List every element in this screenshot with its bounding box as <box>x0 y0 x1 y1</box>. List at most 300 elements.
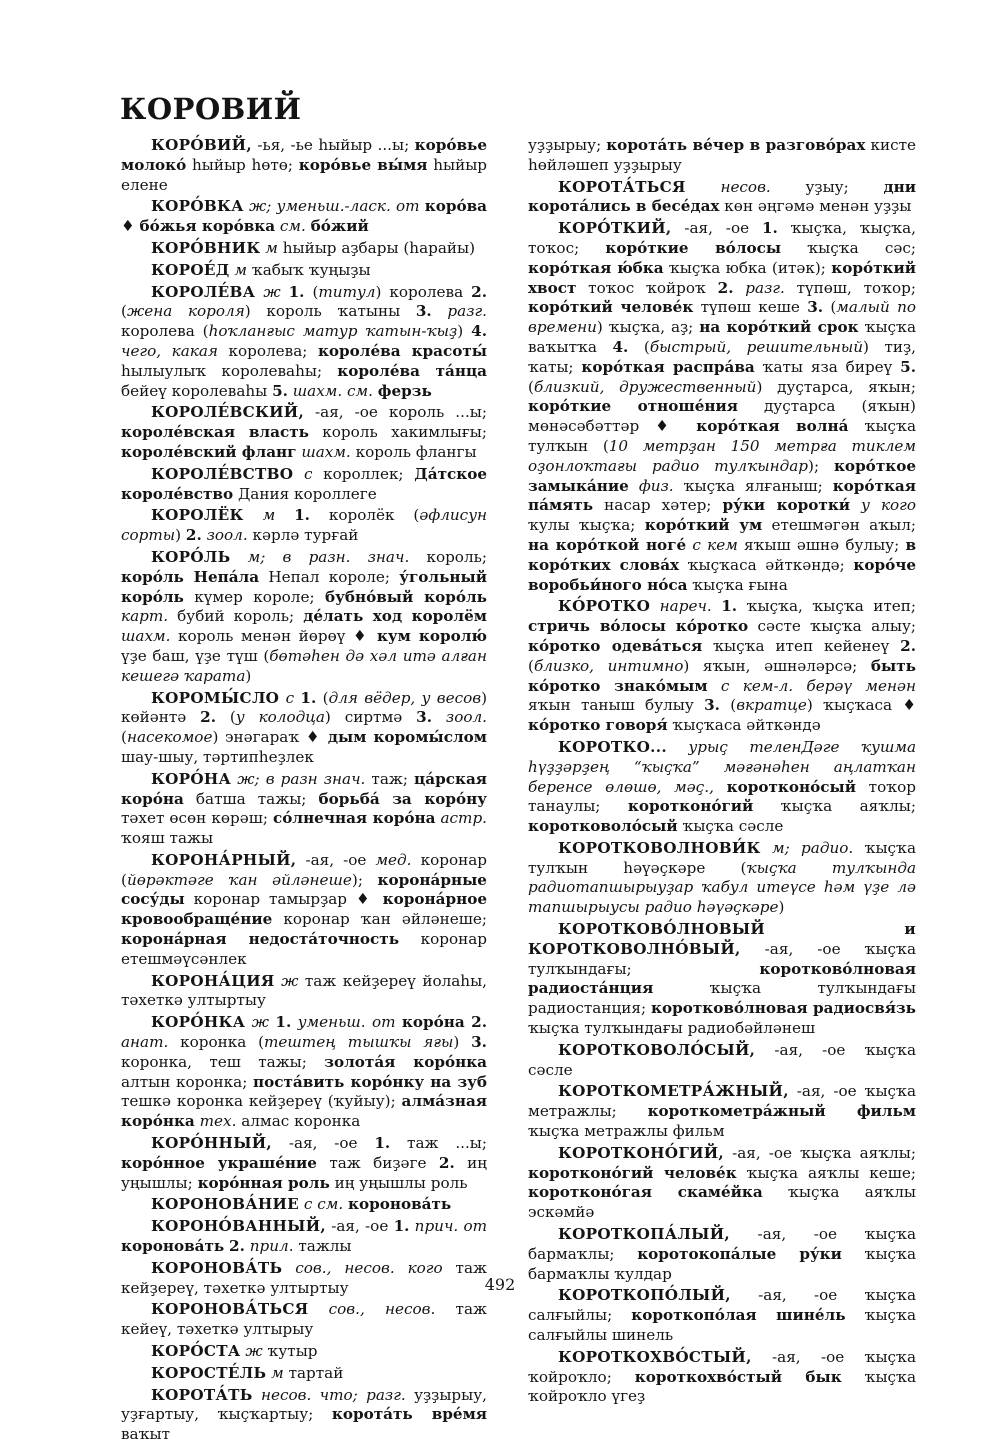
phrase: 5. <box>272 381 288 400</box>
left-column <box>121 136 487 1447</box>
headword: КОРОТКОВОЛО́СЫЙ, <box>558 1040 756 1059</box>
definition-text: ҡутыр <box>262 1342 318 1361</box>
grammar-note: с см. <box>303 1195 344 1214</box>
grammar-note: тех. <box>199 1112 237 1131</box>
definition-text: кәрлә турғай <box>247 526 359 545</box>
definition-text: ) ҡыҫҡаса ♦ <box>806 696 917 715</box>
headword: КОРО́ВИЙ, <box>151 136 252 154</box>
grammar-note: чего, какая <box>121 341 218 360</box>
definition-text: ( <box>121 302 127 321</box>
dictionary-entry <box>528 738 916 837</box>
phrase: корона́рное кровообраще́ние <box>121 890 487 929</box>
headword: КОРО́НА <box>151 769 232 788</box>
definition-text <box>712 597 722 615</box>
phrase: коро́ва <box>424 197 488 216</box>
definition-text: коронар ( <box>121 850 487 889</box>
definition-text: алмас коронка <box>236 1112 361 1131</box>
phrase: коро́ткий челове́к <box>528 298 694 317</box>
page-number: 492 <box>484 1275 516 1294</box>
phrase: на коро́ткий срок <box>699 318 859 337</box>
definition-text: -ая, -ое ҡыҫҡа метражлы; <box>528 1082 916 1121</box>
phrase: коротково́лновая радиоста́нция <box>528 959 916 998</box>
definition-text: ) королева <box>375 282 472 301</box>
grammar-note: урыҫ теленДәге ҡушма һүҙҙәрҙең “ҡыҫҡа” мәғәнәһен аңлатҡан беренсе өлөшө, мәҫ., <box>528 737 916 796</box>
definition-text: алтын коронка; <box>121 1072 254 1091</box>
phrase: ферзь <box>377 381 432 400</box>
definition-text: ) <box>245 666 252 685</box>
phrase: алма́зная коро́нка <box>121 1092 487 1131</box>
headword: КОРОТКОПО́ЛЫЙ, <box>558 1286 731 1305</box>
grammar-note: с кем-л. берәү менән <box>720 676 917 695</box>
phrase: 2. <box>229 1237 245 1256</box>
definition-text <box>308 1300 328 1318</box>
definition-text: ҡыҫҡа тулҡындағы радиобәйләнеш <box>528 1019 816 1038</box>
headword: КОРОЕ́Д <box>151 260 230 279</box>
phrase: у́гольный коро́ль <box>121 567 487 606</box>
grammar-note: разг. <box>745 278 785 297</box>
definition-text: -ая, -ое король ...ы; <box>304 403 487 422</box>
definition-text: ( <box>719 696 737 715</box>
definition-text: түпөш кеше <box>693 298 808 317</box>
grammar-note: м <box>234 260 247 279</box>
phrase: 5. <box>900 357 916 376</box>
definition-text: таж биҙәге <box>316 1153 439 1172</box>
definition-text: ) энәгараҡ ♦ <box>212 728 328 747</box>
phrase: коротконо́гий челове́к <box>528 1163 737 1182</box>
headword: КО́РОТКО <box>558 597 651 616</box>
phrase: коро́че воробьи́ного но́са <box>528 555 916 594</box>
definition-text: ҡыҫҡа ҡойроҡло үгеҙ <box>528 1367 916 1406</box>
dictionary-entry <box>121 548 487 687</box>
phrase: 1. <box>393 1217 410 1236</box>
definition-text: бубий король; <box>168 607 304 626</box>
grammar-note: сов., несов. кого <box>295 1258 443 1277</box>
dictionary-entry <box>121 283 487 402</box>
phrase: коротконо́сый <box>726 777 856 796</box>
grammar-note: бөтәһен дә хәл итә алған кешегә ҡарата <box>121 646 487 685</box>
grammar-note: у кого <box>861 496 916 515</box>
grammar-note: һоҡланғыс матур ҡатын-ҡыҙ <box>208 322 458 341</box>
grammar-note: жена короля <box>126 302 245 321</box>
phrase: ру́ки коротки́ <box>722 496 851 515</box>
phrase: 2. <box>471 1013 487 1032</box>
definition-text <box>714 778 727 796</box>
grammar-note: несов. <box>720 177 771 196</box>
definition-text: ) яҡын, әшнәләрсә; <box>683 656 871 675</box>
grammar-note: м; радио. <box>771 838 854 857</box>
definition-text: -ая, -ое ҡыҫҡа ҡойроҡло; <box>528 1347 916 1386</box>
headword: КОРО́ТКИЙ, <box>558 219 672 238</box>
definition-text <box>275 506 294 524</box>
phrase: 1. <box>721 597 738 616</box>
dictionary-entry <box>121 1300 487 1340</box>
grammar-note: разг. <box>447 302 487 321</box>
grammar-note: 10 метрҙан 150 метрға тиклем оҙонлоҡтағы радио тулҡындар <box>528 436 916 475</box>
headword: КОРО́ВНИК <box>151 238 261 257</box>
definition-text: ( <box>216 708 236 727</box>
definition-text: ( <box>628 337 650 356</box>
phrase: корона́рная недоста́точность <box>121 930 400 949</box>
phrase: 1. <box>288 282 305 301</box>
definition-text: королева ( <box>121 322 209 341</box>
definition-text: таж кейеү, тәхеткә ултырыу <box>121 1300 487 1339</box>
phrase: ца́рская коро́на <box>121 769 488 808</box>
dictionary-entry <box>528 1286 916 1345</box>
phrase: коро́нное украше́ние <box>121 1153 317 1172</box>
headword: КОРО́ЛЬ <box>151 547 231 566</box>
definition-text: бейеү королеваһы <box>121 381 273 400</box>
definition-text: ҡыҫҡа бармаҡлы ҡулдар <box>528 1244 916 1283</box>
headword: КОРОТА́ТЬ <box>151 1385 253 1404</box>
phrase: 3. <box>807 298 824 317</box>
definition-text: ҡыҫҡаса әйткәндә; <box>679 555 854 574</box>
phrase: 2. <box>185 526 202 545</box>
definition-text: ҡыҫҡа сәсле <box>677 817 784 836</box>
dictionary-entry <box>121 1195 487 1215</box>
definition-text: король хакимлығы; <box>308 423 488 442</box>
definition-text: етешмәгән аҡыл; <box>762 516 916 535</box>
definition-text: -ая, -ое <box>296 850 376 869</box>
definition-text: уҙҙырыу, уҙғартыу, ҡыҫҡартыу; <box>121 1385 487 1424</box>
phrase: поста́вить коро́нку на зуб <box>253 1072 487 1091</box>
grammar-note: ж <box>263 282 281 301</box>
definition-text: иң уңышлы; <box>121 1153 488 1192</box>
definition-text: ҡабыҡ ҡуңыҙы <box>247 260 371 279</box>
definition-text: үҙе баш, үҙе түш ( <box>121 646 270 665</box>
dictionary-entry <box>121 1013 487 1132</box>
definition-text: түпөш, тоҡор; <box>784 278 916 297</box>
definition-text: ҡыҫҡа, ҡыҫҡа итеп; <box>737 597 917 616</box>
definition-text: ҡыҫҡа тулҡын ( <box>528 417 916 455</box>
definition-text: ваҡыт <box>121 1425 170 1444</box>
phrase: дни корота́лись в бесе́дах <box>528 177 916 216</box>
phrase: короткопо́лая шине́ль <box>631 1306 846 1325</box>
definition-text: -ая, -ое <box>671 219 762 238</box>
definition-text: ҡыҫҡа итеп кейенеү <box>702 636 901 655</box>
grammar-note: с <box>285 688 295 707</box>
headword: КОРОНОВА́ТЬ <box>151 1258 283 1277</box>
phrase: коро́ткие во́лосы <box>605 238 782 257</box>
definition-text: ) көйәнтә <box>121 688 487 727</box>
phrase: коронова́ть <box>347 1195 452 1214</box>
phrase: борьба́ за коро́ну <box>318 789 488 808</box>
definition-text: ҡыҫҡа аяҡлы кеше; <box>736 1163 916 1182</box>
phrase: 1. <box>294 506 310 525</box>
grammar-note: ҡыҫҡа тулҡында радиотапшырыуҙар ҡабул итеүсе һәм үҙе лә тапшырыусы радио һәүәҫкәре <box>528 858 916 917</box>
phrase: 3. <box>415 302 432 321</box>
definition-text: -ая, -ое <box>271 1134 375 1153</box>
phrase: короле́вский фланг <box>121 442 297 461</box>
grammar-note: шахм. <box>301 442 351 461</box>
grammar-note: прич. от <box>414 1217 488 1236</box>
definition-text: тоҡос ҡойроҡ <box>576 278 718 297</box>
dictionary-entry <box>528 920 916 1039</box>
phrase: коро́на <box>401 1013 465 1032</box>
definition-text: ҡыҫҡа аяҡлы; <box>753 797 916 816</box>
definition-text: ҡыҫҡа салғыйлы шинель <box>528 1306 916 1345</box>
headword: КОРОТКОВОЛНОВИ́К <box>558 838 761 857</box>
definition-text: таж кейҙереү йолаһы, тәхеткә ултыртыу <box>121 971 487 1010</box>
dictionary-entry <box>121 770 487 849</box>
definition-text <box>667 738 689 756</box>
headword: КОРОНО́ВАННЫЙ, <box>151 1217 326 1236</box>
definition-text: Непал короле; <box>259 567 400 586</box>
grammar-note: с кем <box>692 535 738 554</box>
phrase: короле́ва та́нца <box>337 361 487 380</box>
grammar-note: вкратце <box>736 696 807 715</box>
grammar-note: зоол. <box>445 708 487 727</box>
phrase: быть ко́ротко знако́мым <box>528 656 916 695</box>
definition-text: королева; <box>217 341 318 360</box>
dictionary-entry <box>121 403 487 462</box>
grammar-note: ж; уменьш.-ласк. от <box>249 197 420 216</box>
grammar-note: ж <box>251 1013 270 1032</box>
definition-text <box>293 465 304 483</box>
phrase: коротконо́гая скаме́йка <box>528 1183 763 1202</box>
dictionary-entry <box>528 1041 916 1081</box>
definition-text: таж; <box>365 769 415 788</box>
headword: КОРОНОВА́ТЬСЯ <box>151 1300 309 1319</box>
phrase: 1. <box>300 688 317 707</box>
definition-text: ) <box>453 1033 472 1052</box>
definition-text: көн әңгәмә менән уҙҙы <box>719 197 912 216</box>
definition-text: ҡулы ҡыҫҡа; <box>528 516 645 535</box>
headword: КОРОТКОНО́ГИЙ, <box>558 1143 724 1162</box>
grammar-note: прил. <box>249 1237 294 1256</box>
definition-text: ҡыҫҡа ялғаныш; <box>673 476 833 495</box>
phrase: 3. <box>704 696 720 715</box>
definition-text: ); <box>351 870 378 889</box>
definition-text: иң уңышлы роль <box>329 1173 468 1192</box>
dictionary-entry <box>121 851 487 970</box>
dictionary-entry <box>121 1342 487 1362</box>
phrase: короле́ва красоты́ <box>317 341 488 360</box>
definition-text <box>629 477 639 495</box>
grammar-note: м <box>262 506 276 525</box>
definition-text: -ая, -ое ҡыҫҡа бармаҡлы; <box>528 1225 916 1263</box>
definition-text: кисте һөйләшеп уҙҙырыу <box>528 136 916 174</box>
dictionary-entry <box>528 219 916 595</box>
dictionary-entry <box>121 261 487 281</box>
definition-text: королёк ( <box>309 506 420 525</box>
grammar-note: для вёдер, у весов <box>328 688 482 707</box>
dictionary-entry <box>528 597 916 736</box>
grammar-note: анат. <box>121 1033 169 1052</box>
definition-text: ) тиҙ, ҡаты; <box>528 337 916 376</box>
definition-text: коронка ( <box>168 1033 265 1052</box>
phrase: коротконо́гий <box>627 797 754 816</box>
headword: КОРО́ННЫЙ, <box>151 1134 272 1153</box>
definition-text: ҡыҫҡа тулҡындағы радиостанция; <box>528 979 916 1018</box>
phrase: в коро́тких слова́х <box>528 535 917 574</box>
definition-text: шау-шыу, тәртипһеҙлек <box>121 747 314 766</box>
phrase: 2. <box>471 282 488 301</box>
definition-text: уҙыу; <box>770 177 884 196</box>
dictionary-entry <box>528 178 916 218</box>
dictionary-entry <box>528 136 916 176</box>
definition-text: король флангы <box>350 442 477 461</box>
headword: КОРО́ВКА <box>151 197 244 216</box>
phrase: коро́нная роль <box>197 1173 330 1192</box>
grammar-note: карт. <box>121 607 169 626</box>
definition-text: ҡыҫҡа аяҡлы эскәмйә <box>528 1183 916 1222</box>
running-head: КОРОВИЙ <box>120 92 302 126</box>
headword: КОРОМЫ́СЛО <box>151 688 280 707</box>
grammar-note: нареч. <box>659 597 712 616</box>
phrase: коро́ткая па́мять <box>528 476 916 515</box>
grammar-note: ж <box>281 971 299 990</box>
definition-text: күмер короле; <box>183 587 325 606</box>
grammar-note: насекомое <box>126 728 213 747</box>
phrase: коронова́ть <box>121 1237 225 1256</box>
definition-text: һыйыр аҙбары (һарайы) <box>277 238 476 257</box>
phrase: дым коромы́слом <box>327 728 487 747</box>
definition-text: ( <box>528 656 534 675</box>
headword: КОРОТА́ТЬСЯ <box>558 177 686 196</box>
right-column <box>528 136 916 1409</box>
definition-text: короллек; <box>312 464 415 483</box>
definition-text: ҡыҫҡа ваҡытҡа <box>528 318 917 356</box>
phrase: 3. <box>416 708 433 727</box>
grammar-note: ж; в разн знач. <box>237 769 366 788</box>
phrase: 1. <box>761 219 778 238</box>
definition-text: ) <box>778 898 785 917</box>
definition-text: дуҫтарса (яҡын) мөнәсәбәттәр ♦ <box>528 397 916 436</box>
definition-text: ( <box>304 282 319 301</box>
definition-text: ҡыҫҡа, ҡыҫҡа, тоҡос; <box>528 219 917 257</box>
definition-text: ) <box>457 322 472 341</box>
dictionary-entry <box>121 465 487 505</box>
phrase: золота́я коро́нка <box>324 1052 488 1071</box>
definition-text: яҡыш әшнә булыу; <box>737 535 906 554</box>
grammar-note: см. <box>279 217 306 236</box>
grammar-note: быстрый, решительный <box>649 337 863 356</box>
grammar-note: физ. <box>638 476 674 495</box>
definition-text: коронар ҡан әйләнеше; <box>272 910 487 929</box>
definition-text: коронар етешмәүсәнлек <box>121 930 487 968</box>
grammar-note: зоол. <box>206 526 248 545</box>
dictionary-entry <box>528 1082 916 1141</box>
definition-text <box>686 178 721 196</box>
definition-text: Дания короллеге <box>233 484 377 503</box>
definition-text: коронка, теш тажы; <box>121 1052 325 1071</box>
definition-text: -ая, -ое ҡыҫҡа салғыйлы; <box>528 1286 916 1325</box>
dictionary-entry <box>121 972 487 1012</box>
grammar-note: близко, интимно <box>533 656 684 675</box>
phrase: коротково́лновая радиосвя́зь <box>651 999 916 1018</box>
grammar-note: сов., несов. <box>328 1300 436 1319</box>
definition-text <box>281 283 289 301</box>
definition-text: ҡаты яза биреү <box>754 357 901 376</box>
phrase: коро́ткая распра́ва <box>581 357 755 376</box>
definition-text: ); <box>808 456 834 475</box>
phrase: 2. <box>900 636 917 655</box>
definition-text: коронар тамырҙар ♦ <box>184 890 383 909</box>
definition-text: ) дуҫтарса, яҡын; <box>756 377 916 396</box>
phrase: Да́тское короле́вство <box>121 464 487 503</box>
phrase: корота́ть вре́мя <box>331 1405 487 1424</box>
definition-text: батша тажы; <box>183 789 319 808</box>
headword: КОРОНА́ЦИЯ <box>151 971 275 990</box>
grammar-note: мед. <box>375 850 412 869</box>
phrase: корота́ть ве́чер в разгово́рах <box>606 136 866 154</box>
phrase: коро́ткие отноше́ния <box>528 397 738 416</box>
headword: КОРОНОВА́НИЕ <box>151 1195 300 1214</box>
definition-text: тоҡор танаулы; <box>528 777 916 816</box>
grammar-note: несов. что; разг. <box>260 1385 406 1404</box>
phrase: бо́жья коро́вка <box>139 217 276 236</box>
headword: КОРОЛЕ́ВА <box>151 282 256 301</box>
headword: КОРОЛЕ́ВСКИЙ, <box>151 403 305 422</box>
headword: КОРОТКОПА́ЛЫЙ, <box>558 1225 730 1244</box>
headword: КОРОТКОХВО́СТЫЙ, <box>558 1347 752 1366</box>
phrase: коро́ткий хвост <box>528 258 916 297</box>
phrase: коро́вье молоко́ <box>121 136 487 174</box>
phrase: корона́рные сосу́ды <box>121 870 487 909</box>
definition-text: -ая, -ое ҡыҫҡа тулҡындағы; <box>528 939 916 978</box>
headword: КОРОСТЕ́ЛЬ <box>151 1363 267 1382</box>
definition-text: -ая, -ое ҡыҫҡа аяҡлы; <box>724 1143 916 1162</box>
dictionary-entry <box>121 136 487 195</box>
definition-text: яҡын таныш булыу <box>528 696 705 715</box>
definition-text <box>708 677 721 695</box>
grammar-note: титул <box>318 282 376 301</box>
phrase: ко́ротко одева́ться <box>528 636 703 655</box>
phrase: коротковоло́сый <box>528 817 678 836</box>
phrase: короткохво́стый бык <box>634 1367 842 1386</box>
phrase: коро́ткая волна́ <box>696 417 849 436</box>
definition-text <box>432 302 448 320</box>
definition-text: ♦ <box>121 217 140 236</box>
grammar-note: м; в разн. знач. <box>247 547 410 566</box>
phrase: коро́ль Непа́ла <box>121 567 260 586</box>
definition-text: һылыулыҡ королеваһы; <box>121 361 338 380</box>
grammar-note: шахм. см. <box>292 381 373 400</box>
definition-text: ) сиртмә <box>324 708 417 727</box>
definition-text: ) ҡыҫҡа, аҙ; <box>596 318 700 337</box>
definition-text: ҡояш тажы <box>121 829 214 848</box>
definition-text: король; <box>409 547 487 566</box>
grammar-note: шахм. <box>121 627 171 646</box>
definition-text <box>650 597 660 615</box>
phrase: де́лать ход королём <box>303 607 487 626</box>
headword: КОРОТКО... <box>558 737 667 756</box>
definition-text <box>253 1386 261 1404</box>
phrase: короткометра́жный фильм <box>647 1102 916 1121</box>
headword: КОРОТКОВО́ЛНОВЫЙ и КОРОТКОВОЛНО́ВЫЙ, <box>528 920 916 958</box>
definition-text: ҡыҫҡа юбка (итәк); <box>663 258 832 277</box>
grammar-note: ж <box>245 1342 263 1361</box>
phrase: коротокопа́лые ру́ки <box>637 1244 842 1263</box>
definition-text: таж ...ы; <box>390 1134 488 1153</box>
phrase: коро́вье вы́мя <box>298 155 428 174</box>
definition-text: тажлы <box>293 1237 352 1256</box>
definition-text <box>761 839 772 857</box>
definition-text: тартай <box>283 1363 344 1382</box>
headword: КОРОНА́РНЫЙ, <box>151 850 297 869</box>
phrase: коро́ткое замыка́ние <box>528 456 916 495</box>
definition-text: һыйыр һөтө; <box>186 155 299 174</box>
phrase: 3. <box>471 1033 487 1052</box>
headword: КОРОЛЕ́ВСТВО <box>151 464 294 483</box>
dictionary-entry <box>121 1364 487 1384</box>
definition-text: -ая, -ое <box>325 1217 394 1236</box>
phrase: 2. <box>438 1153 455 1172</box>
definition-text: тешкә коронка кейҙереү (ҡуйыу); <box>121 1092 402 1111</box>
phrase: коро́ткий ум <box>644 516 763 535</box>
definition-text: ) король ҡатыны <box>244 302 416 321</box>
grammar-note: близкий, дружественный <box>533 377 757 396</box>
